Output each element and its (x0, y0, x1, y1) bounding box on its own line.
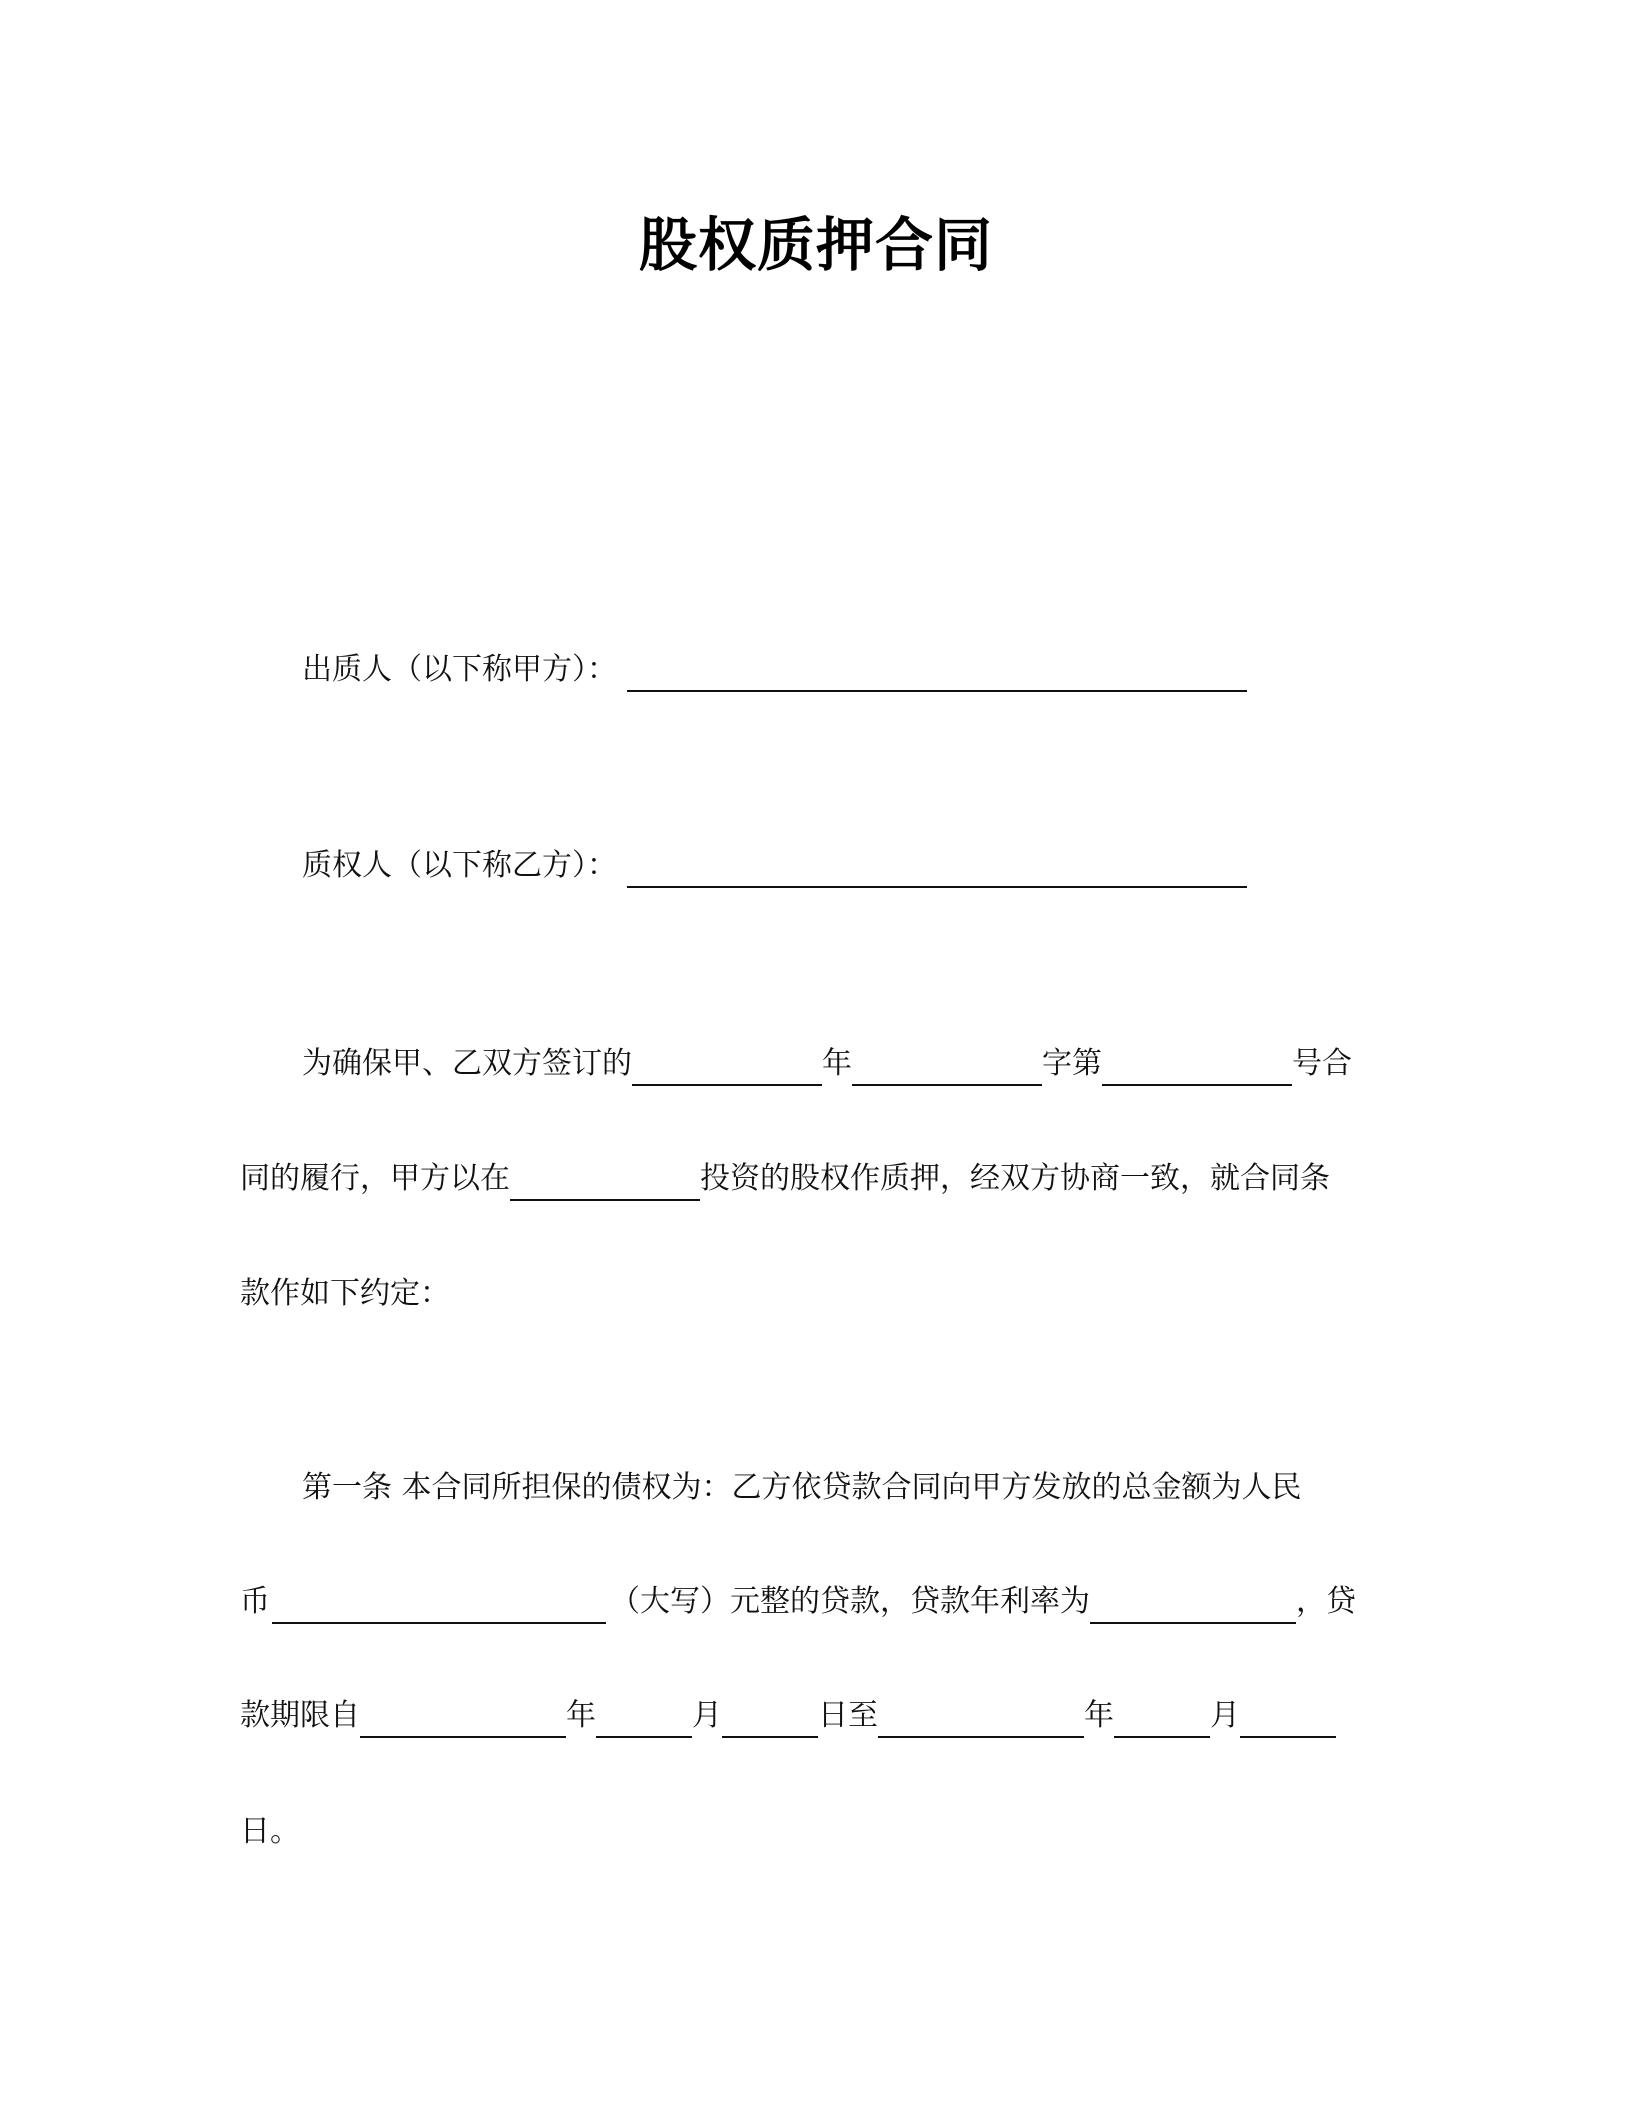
article1-text-6: 年 (566, 1698, 596, 1733)
loan-amount-blank[interactable] (272, 1580, 606, 1624)
invested-company-blank[interactable] (510, 1157, 700, 1201)
article1-line-3 (240, 1694, 1336, 1738)
start-month-blank[interactable] (596, 1694, 692, 1738)
pledgee-line (302, 844, 1247, 888)
article1-line-4 (240, 1810, 300, 1854)
article1-text-7: 月 (692, 1698, 722, 1733)
preamble-text-6: 投资的股权作质押，经双方协商一致，就合同条 (700, 1161, 1330, 1196)
interest-rate-blank[interactable] (1090, 1580, 1296, 1624)
start-day-blank[interactable] (722, 1694, 818, 1738)
start-year-blank[interactable] (360, 1694, 566, 1738)
article1-text-9: 年 (1084, 1698, 1114, 1733)
contract-word-blank[interactable] (852, 1042, 1042, 1086)
contract-year-blank[interactable] (632, 1042, 822, 1086)
article1-line-1 (302, 1466, 1302, 1510)
article1-line-2 (240, 1580, 1356, 1624)
preamble-text-4: 号合 (1292, 1046, 1352, 1081)
end-day-blank[interactable] (1240, 1694, 1336, 1738)
article1-text-4: ，贷 (1296, 1584, 1356, 1619)
pledgee-label: 质权人（以下称乙方）： (302, 848, 617, 883)
preamble-text-5: 同的履行，甲方以在 (240, 1161, 510, 1196)
preamble-text-1: 为确保甲、乙双方签订的 (302, 1046, 632, 1081)
preamble-text-3: 字第 (1042, 1046, 1102, 1081)
preamble-line-2 (240, 1157, 1330, 1201)
preamble-text-7: 款作如下约定： (240, 1276, 450, 1311)
article1-text-11: 日。 (240, 1814, 300, 1849)
preamble-line-3 (240, 1272, 450, 1316)
document-title: 股权质押合同 (638, 211, 993, 279)
end-month-blank[interactable] (1114, 1694, 1210, 1738)
article1-text-2: 币 (240, 1584, 270, 1619)
article1-text-5: 款期限自 (240, 1698, 360, 1733)
pledgor-label: 出质人（以下称甲方）： (302, 652, 617, 687)
pledgor-line (302, 648, 1247, 692)
preamble-text-2: 年 (822, 1046, 852, 1081)
article1-text-10: 月 (1210, 1698, 1240, 1733)
preamble-line-1 (302, 1042, 1352, 1086)
pledgee-blank[interactable] (627, 844, 1247, 888)
end-year-blank[interactable] (878, 1694, 1084, 1738)
article1-text-1: 第一条 本合同所担保的债权为：乙方依贷款合同向甲方发放的总金额为人民 (302, 1470, 1302, 1505)
article1-text-3: （大写）元整的贷款，贷款年利率为 (610, 1584, 1090, 1619)
contract-number-blank[interactable] (1102, 1042, 1292, 1086)
article1-text-8: 日至 (818, 1698, 878, 1733)
pledgor-blank[interactable] (627, 648, 1247, 692)
